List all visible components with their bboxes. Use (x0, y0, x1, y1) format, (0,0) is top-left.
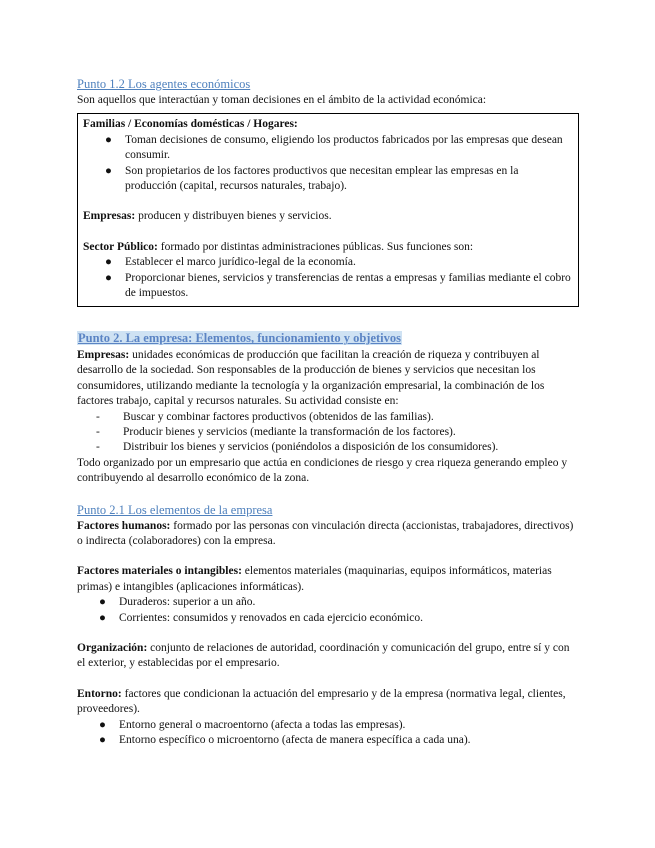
materiales-label: Factores materiales o intangibles: (77, 565, 242, 578)
familias-heading (83, 117, 573, 132)
list-item: ● Proporcionar bienes, servicios y transferencias de rentas a empresas y familias mediante el cobro de impuestos. (105, 271, 571, 300)
actividad-list (77, 410, 579, 456)
section-title-agentes: Punto 1.2 Los agentes económicos (77, 77, 251, 91)
familias-label: Familias / Economías domésticas / Hogares: (83, 118, 298, 131)
section-title-elementos: Punto 2.1 Los elementos de la empresa (77, 502, 273, 517)
list-item: - Buscar y combinar factores productivos (obtenidos de las familias). (77, 410, 579, 425)
empresas-label: Empresas: (83, 210, 136, 223)
list-item: ● Establecer el marco jurídico-legal de la economía. (83, 255, 573, 270)
list-item: ● Son propietarios de los factores productivos que necesitan emplear las empresas en la producción (capital, recursos naturales, trabajo). (105, 164, 519, 193)
bullet-icon: ● (105, 256, 112, 269)
materiales-paragraph: Factores materiales o intangibles: elementos materiales (maquinarias, equipos informáticos, materias primas) e intangibles (aplicaciones informáticas). (77, 565, 552, 593)
bullet-icon: ● (105, 271, 112, 284)
list-item: ● Entorno general o macroentorno (afecta a todas las empresas). (77, 718, 579, 733)
entorno-list (77, 718, 579, 749)
empresas-paragraph: Empresas: producen y distribuyen bienes y servicios. (83, 210, 332, 223)
sector-publico-label: Sector Público: (83, 240, 158, 253)
organizacion-paragraph: Organización: conjunto de relaciones de autoridad, coordinación y comunicación del grupo, entre sí y con el exterior, y establecidas por el empresario. (77, 641, 570, 670)
section-title-empresa: Punto 2. La empresa: Elementos, funcionamiento y objetivos (78, 331, 402, 346)
entorno-label: Entorno: (77, 687, 122, 700)
organizacion-label: Organización: (77, 641, 148, 654)
sector-publico-paragraph: Sector Público: formado por distintas administraciones públicas. Sus funciones son: (83, 240, 474, 253)
list-item: - Distribuir los bienes y servicios (poniéndolos a disposición de los consumidores). (77, 440, 579, 455)
empresas-label-2: Empresas: (77, 348, 130, 361)
sector-publico-list (83, 255, 573, 301)
dash-icon: - (96, 410, 100, 423)
list-item: ● Entorno específico o microentorno (afecta de manera específica a cada una). (77, 733, 579, 748)
bullet-icon: ● (105, 164, 112, 177)
bullet-icon: ● (99, 734, 106, 746)
section-intro: Son aquellos que interactúan y toman decisiones en el ámbito de la actividad económica: (77, 94, 487, 106)
agentes-box (77, 113, 579, 307)
familias-list (83, 133, 573, 195)
document-page (77, 76, 579, 748)
list-item: ● Duraderos: superior a un año. (77, 595, 579, 610)
bullet-icon: ● (99, 718, 106, 731)
list-item: - Producir bienes y servicios (mediante la transformación de los factores). (77, 425, 579, 440)
bullet-icon: ● (99, 596, 106, 609)
humanos-paragraph: Factores humanos: formado por las personas con vinculación directa (accionistas, trabajadores, directivos) o indirecta (colaboradores) con la empresa. (77, 519, 574, 547)
bullet-icon: ● (99, 611, 106, 624)
closing-paragraph: Todo organizado por un empresario que actúa en condiciones de riesgo y crea riqueza generando empleo y contribuyendo al desarrollo económico de la zona. (77, 456, 568, 485)
list-item: ● Corrientes: consumidos y renovados en cada ejercicio económico. (77, 611, 579, 626)
dash-icon: - (96, 441, 100, 454)
materiales-list (77, 595, 579, 626)
entorno-paragraph: Entorno: factores que condicionan la actuación del empresario y de la empresa (normativa legal, clientes, proveedores). (77, 687, 566, 716)
bullet-icon: ● (105, 133, 112, 146)
empresa-paragraph: Empresas: unidades económicas de producción que facilitan la creación de riqueza y contribuyen al desarrollo de la sociedad. Son responsables de la producción de bienes y servicios que necesitan los consumidores, utilizando mediante la tecnología y la organización empresarial, la combinación de los factores trabajo, capital y recursos naturales. Su actividad consiste en: (77, 348, 545, 408)
humanos-label: Factores humanos: (77, 519, 171, 532)
list-item: ● Toman decisiones de consumo, eligiendo los productos fabricados por las empresas que desean consumir. (105, 133, 563, 162)
dash-icon: - (96, 425, 100, 438)
